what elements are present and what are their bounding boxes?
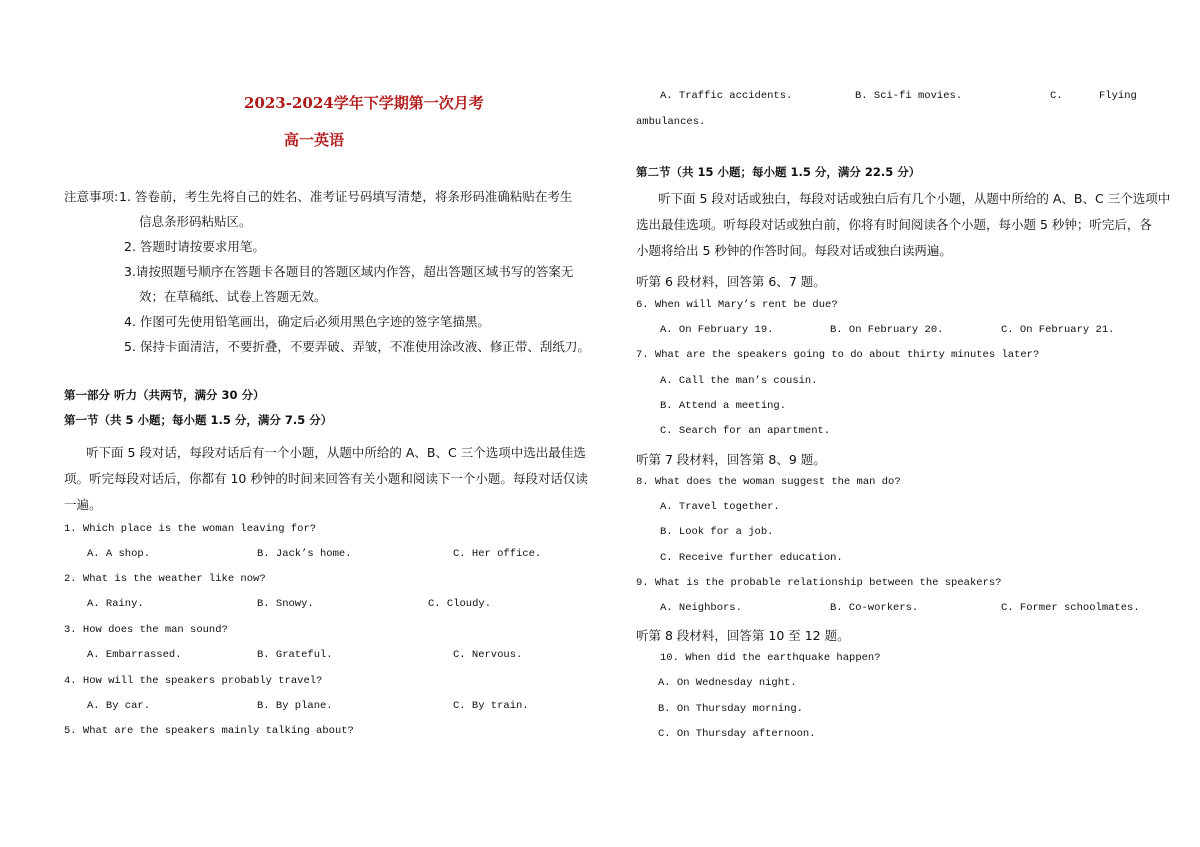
material-7-label: 听第 7 段材料，回答第 8、9 题。 [636, 452, 826, 467]
q10-option-b: B. On Thursday morning. [658, 703, 803, 715]
notes-item-3-cont: 效；在草稿纸、试卷上答题无效。 [139, 289, 327, 304]
question-8: 8. What does the woman suggest the man do? [636, 476, 901, 488]
q10-option-c: C. On Thursday afternoon. [658, 728, 816, 740]
q8-option-c: C. Receive further education. [660, 552, 843, 564]
q6-option-b: B. On February 20. [830, 324, 944, 336]
question-1: 1. Which place is the woman leaving for? [64, 523, 317, 535]
q1-option-c: C. Her office. [453, 548, 542, 560]
q7-option-c: C. Search for an apartment. [660, 425, 831, 437]
q3-option-a: A. Embarrassed. [87, 649, 182, 661]
section2-heading: 第二节（共 15 小题；每小题 1.5 分，满分 22.5 分） [636, 165, 921, 179]
exam-title: 2023-2024学年下学期第一次月考 [244, 94, 484, 112]
section1-heading: 第一节（共 5 小题；每小题 1.5 分，满分 7.5 分） [64, 413, 333, 427]
notes-item-1: 1. 答卷前，考生先将自己的姓名、准考证号码填写清楚，将条形码准确粘贴在考生 [119, 189, 573, 204]
q4-option-c: C. By train. [453, 700, 529, 712]
q6-option-a: A. On February 19. [660, 324, 774, 336]
notes-item-4: 4. 作图可先使用铅笔画出，确定后必须用黑色字迹的签字笔描黑。 [124, 314, 490, 329]
q1-option-a: A. A shop. [87, 548, 151, 560]
q5-option-c-cont: ambulances. [636, 116, 706, 128]
question-7: 7. What are the speakers going to do about thirty minutes later? [636, 349, 1040, 361]
question-10: 10. When did the earthquake happen? [660, 652, 881, 664]
notes-item-3: 3.请按照题号顺序在答题卡各题目的答题区域内作答，超出答题区域书写的答案无 [124, 264, 574, 279]
q6-option-c: C. On February 21. [1001, 324, 1115, 336]
q1-option-b: B. Jack’s home. [257, 548, 352, 560]
material-8-label: 听第 8 段材料，回答第 10 至 12 题。 [636, 628, 850, 643]
notes-item-1-cont: 信息条形码粘贴区。 [139, 214, 252, 229]
section1-instructions-3: 一遍。 [64, 497, 102, 512]
question-5: 5. What are the speakers mainly talking about? [64, 725, 354, 737]
q8-option-b: B. Look for a job. [660, 526, 774, 538]
section2-instructions-1: 听下面 5 段对话或独白，每段对话或独白后有几个小题，从题中所给的 A、B、C 三个选项中 [658, 191, 1171, 206]
question-2: 2. What is the weather like now? [64, 573, 266, 585]
q4-option-a: A. By car. [87, 700, 151, 712]
section1-instructions-2: 项。听完每段对话后，你都有 10 秒钟的时间来回答有关小题和阅读下一个小题。每段对话仅读 [64, 471, 588, 486]
q5-option-b: B. Sci-fi movies. [855, 90, 963, 102]
q4-option-b: B. By plane. [257, 700, 333, 712]
exam-subtitle: 高一英语 [284, 131, 345, 149]
section2-instructions-3: 小题将给出 5 秒钟的作答时间。每段对话或独白读两遍。 [636, 243, 952, 258]
question-3: 3. How does the man sound? [64, 624, 228, 636]
q7-option-b: B. Attend a meeting. [660, 400, 787, 412]
q5-option-c: C. [1050, 90, 1063, 102]
section2-instructions-2: 选出最佳选项。听每段对话或独白前，你将有时间阅读各个小题，每小题 5 秒钟；听完后，各 [636, 217, 1152, 232]
part1-heading: 第一部分 听力（共两节，满分 30 分） [64, 388, 265, 402]
q2-option-a: A. Rainy. [87, 598, 144, 610]
q3-option-c: C. Nervous. [453, 649, 523, 661]
q9-option-b: B. Co-workers. [830, 602, 919, 614]
material-6-label: 听第 6 段材料，回答第 6、7 题。 [636, 274, 826, 289]
q9-option-a: A. Neighbors. [660, 602, 742, 614]
q7-option-a: A. Call the man’s cousin. [660, 375, 818, 387]
section1-instructions-1: 听下面 5 段对话，每段对话后有一个小题，从题中所给的 A、B、C 三个选项中选出最佳选 [86, 445, 586, 460]
question-9: 9. What is the probable relationship between the speakers? [636, 577, 1002, 589]
q8-option-a: A. Travel together. [660, 501, 780, 513]
q2-option-c: C. Cloudy. [428, 598, 492, 610]
notes-item-2: 2. 答题时请按要求用笔。 [124, 239, 265, 254]
q2-option-b: B. Snowy. [257, 598, 314, 610]
q3-option-b: B. Grateful. [257, 649, 333, 661]
q9-option-c: C. Former schoolmates. [1001, 602, 1140, 614]
q10-option-a: A. On Wednesday night. [658, 677, 797, 689]
q5-option-a: A. Traffic accidents. [660, 90, 793, 102]
notes-label: 注意事项: [64, 189, 119, 204]
notes-item-5: 5. 保持卡面清洁，不要折叠，不要弄破、弄皱，不准使用涂改液、修正带、刮纸刀。 [124, 339, 590, 354]
q5-option-c-text: Flying [1099, 90, 1137, 102]
question-6: 6. When will Mary’s rent be due? [636, 299, 838, 311]
question-4: 4. How will the speakers probably travel? [64, 675, 323, 687]
